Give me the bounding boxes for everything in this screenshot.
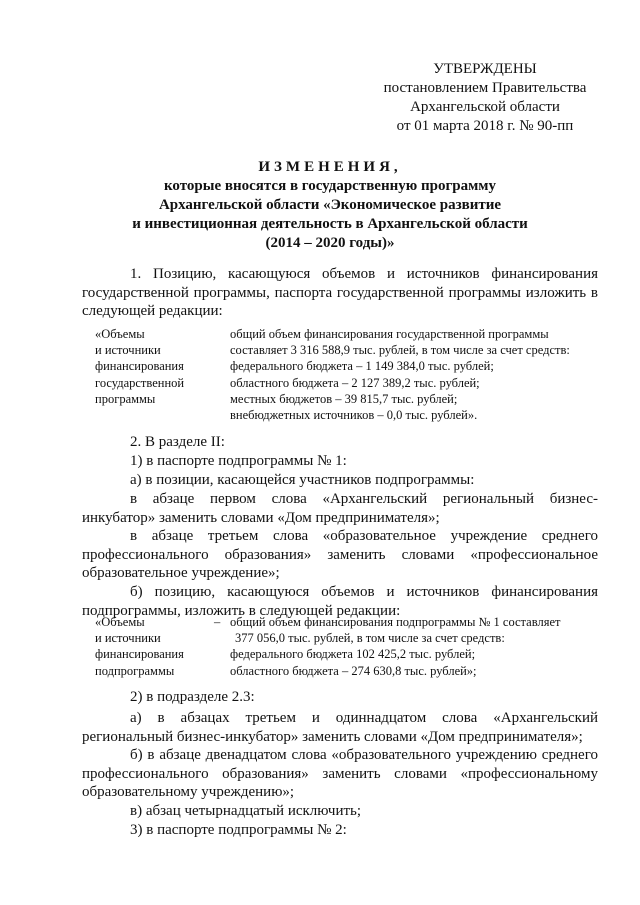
paragraph-6: в абзаце третьем слова «образовательное учреждение среднего профессионального образования» заменить словами «профессиональное образовательное учреждение»; xyxy=(82,528,598,581)
heading-line: (2014 – 2020 годы)» xyxy=(265,235,395,251)
table-left-cell xyxy=(95,326,225,407)
table-left-line: государственной xyxy=(95,375,185,390)
paragraph-12: 3) в паспорте подпрограммы № 2: xyxy=(130,822,347,838)
table-left-line: и источники xyxy=(95,631,161,646)
table-left-line: и источники xyxy=(95,343,161,358)
table-left-cell xyxy=(95,614,225,679)
table-right-cell xyxy=(230,326,570,423)
paragraph-1: 1. Позицию, касающуюся объемов и источников финансирования государственной программы, паспорта государственной программы изложить в следующей редакции: xyxy=(82,266,598,319)
table-left-line: «Объемы xyxy=(95,615,145,629)
table-right-line: внебюджетных источников – 0,0 тыс. рублей». xyxy=(230,408,478,423)
table-right-line: федерального бюджета 102 425,2 тыс. рублей; xyxy=(230,647,476,662)
table-right-line: общий объем финансирования подпрограммы № 1 составляет xyxy=(230,615,561,629)
table-right-line: составляет 3 316 588,9 тыс. рублей, в том числе за счет средств: xyxy=(230,343,570,358)
document-heading xyxy=(60,158,600,253)
table-right-line: общий объем финансирования государственной программы xyxy=(230,327,549,341)
table-dash: – xyxy=(214,615,221,629)
approval-date: от 01 марта 2018 г. № 90-пп xyxy=(396,118,574,134)
table-right-line: местных бюджетов – 39 815,7 тыс. рублей; xyxy=(230,391,458,406)
table-left-line: подпрограммы xyxy=(95,663,175,678)
table-right-line: областного бюджета – 274 630,8 тыс. рублей»; xyxy=(230,663,477,678)
paragraph-8: 2) в подразделе 2.3: xyxy=(130,689,255,705)
table-left-line: «Объемы xyxy=(95,327,145,341)
table-right-line: областного бюджета – 2 127 389,2 тыс. рублей; xyxy=(230,375,480,390)
table-right-line: федерального бюджета – 1 149 384,0 тыс. рублей; xyxy=(230,359,494,374)
paragraph-5: в абзаце первом слова «Архангельский региональный бизнес-инкубатор» заменить словами «Дом предпринимателя»; xyxy=(82,491,598,526)
paragraph-2: 2. В разделе II: xyxy=(130,434,225,450)
paragraph-3: 1) в паспорте подпрограммы № 1: xyxy=(130,453,347,469)
heading-line: которые вносятся в государственную программу xyxy=(163,178,497,194)
table-left-line: финансирования xyxy=(95,359,184,374)
paragraph-7: б) позицию, касающуюся объемов и источников финансирования подпрограммы, изложить в следующей редакции: xyxy=(82,584,598,619)
paragraph-10: б) в абзаце двенадцатом слова «образовательного учреждению среднего профессионального образования» заменить словами «профессиональному образовательному учреждению»; xyxy=(82,747,598,800)
heading-title: ИЗМЕНЕНИЯ, xyxy=(258,159,402,175)
heading-line: Архангельской области «Экономическое развитие xyxy=(158,197,502,213)
table-left-line: программы xyxy=(95,391,156,406)
table-right-line: 377 056,0 тыс. рублей, в том числе за счет средств: xyxy=(235,631,505,646)
approval-title: УТВЕРЖДЕНЫ xyxy=(433,61,537,77)
heading-line: и инвестиционная деятельность в Архангельской области xyxy=(132,216,528,232)
paragraph-11: в) абзац четырнадцатый исключить; xyxy=(130,803,362,819)
table-left-line: финансирования xyxy=(95,647,184,662)
paragraph-9: а) в абзацах третьем и одиннадцатом слова «Архангельский региональный бизнес-инкубатор» заменить словами «Дом предпринимателя»; xyxy=(82,710,598,745)
approval-line: постановлением Правительства xyxy=(383,80,587,96)
paragraph-4: а) в позиции, касающейся участников подпрограммы: xyxy=(130,472,475,488)
approval-block xyxy=(370,60,600,136)
approval-line: Архангельской области xyxy=(410,99,560,115)
table-right-cell xyxy=(230,614,560,679)
